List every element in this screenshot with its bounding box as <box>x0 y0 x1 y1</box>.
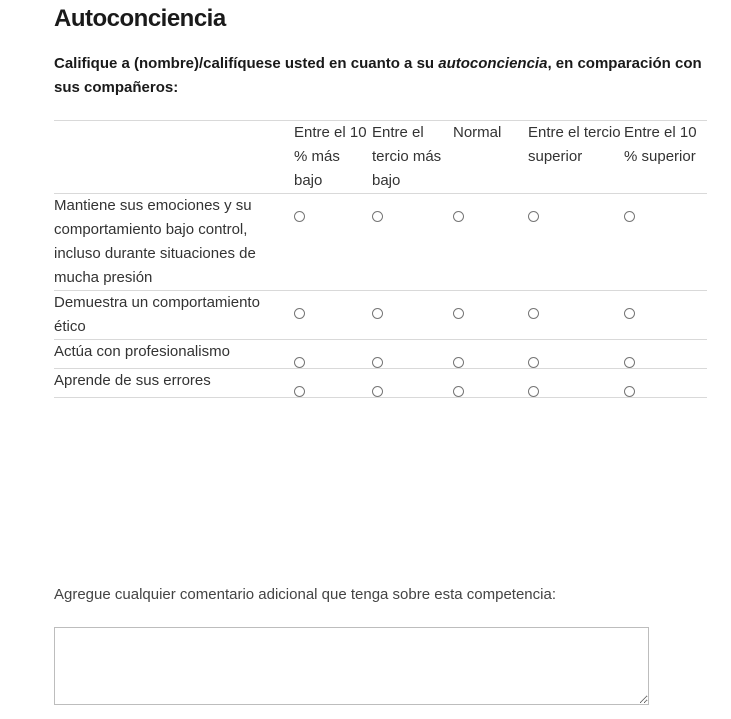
column-header: Entre el tercio más bajo <box>372 121 453 194</box>
row-label: Actúa con profesionalismo <box>54 340 294 369</box>
column-header: Entre el 10 % superior <box>624 121 707 194</box>
section-title: Autoconciencia <box>54 5 226 32</box>
rating-radio[interactable] <box>624 211 635 222</box>
column-header: Normal <box>453 121 528 194</box>
question-text <box>54 52 704 100</box>
question-prefix: Califique a (nombre)/califíquese usted en cuanto a su <box>54 55 439 72</box>
comment-textarea[interactable] <box>54 627 649 705</box>
grid-row <box>54 291 707 340</box>
rating-radio[interactable] <box>528 211 539 222</box>
rating-radio[interactable] <box>372 386 383 397</box>
grid-row <box>54 194 707 291</box>
rating-radio[interactable] <box>528 357 539 368</box>
column-header: Entre el tercio superior <box>528 121 624 194</box>
column-header: Entre el 10 % más bajo <box>294 121 372 194</box>
row-label: Aprende de sus errores <box>54 369 294 398</box>
rating-radio[interactable] <box>528 308 539 319</box>
question-suffix: , en comparación con sus compañeros: <box>54 55 702 96</box>
row-label: Mantiene sus emociones y su comportamiento bajo control, incluso durante situaciones de mucha presión <box>54 194 294 291</box>
rating-radio[interactable] <box>372 211 383 222</box>
rating-radio[interactable] <box>453 211 464 222</box>
grid-row <box>54 340 707 369</box>
grid-corner <box>54 121 294 194</box>
rating-radio[interactable] <box>453 357 464 368</box>
rating-radio[interactable] <box>372 308 383 319</box>
rating-grid <box>54 120 707 398</box>
rating-radio[interactable] <box>624 357 635 368</box>
question-emphasis: autoconciencia <box>438 55 548 72</box>
rating-radio[interactable] <box>453 386 464 397</box>
rating-radio[interactable] <box>624 386 635 397</box>
rating-radio[interactable] <box>528 386 539 397</box>
rating-radio[interactable] <box>294 211 305 222</box>
rating-radio[interactable] <box>624 308 635 319</box>
rating-radio[interactable] <box>294 357 305 368</box>
rating-radio[interactable] <box>294 386 305 397</box>
row-label: Demuestra un comportamiento ético <box>54 291 294 340</box>
grid-row <box>54 369 707 398</box>
comment-label: Agregue cualquier comentario adicional que tenga sobre esta competencia: <box>54 586 556 603</box>
rating-radio[interactable] <box>294 308 305 319</box>
grid-header-row <box>54 121 707 194</box>
rating-radio[interactable] <box>453 308 464 319</box>
rating-radio[interactable] <box>372 357 383 368</box>
